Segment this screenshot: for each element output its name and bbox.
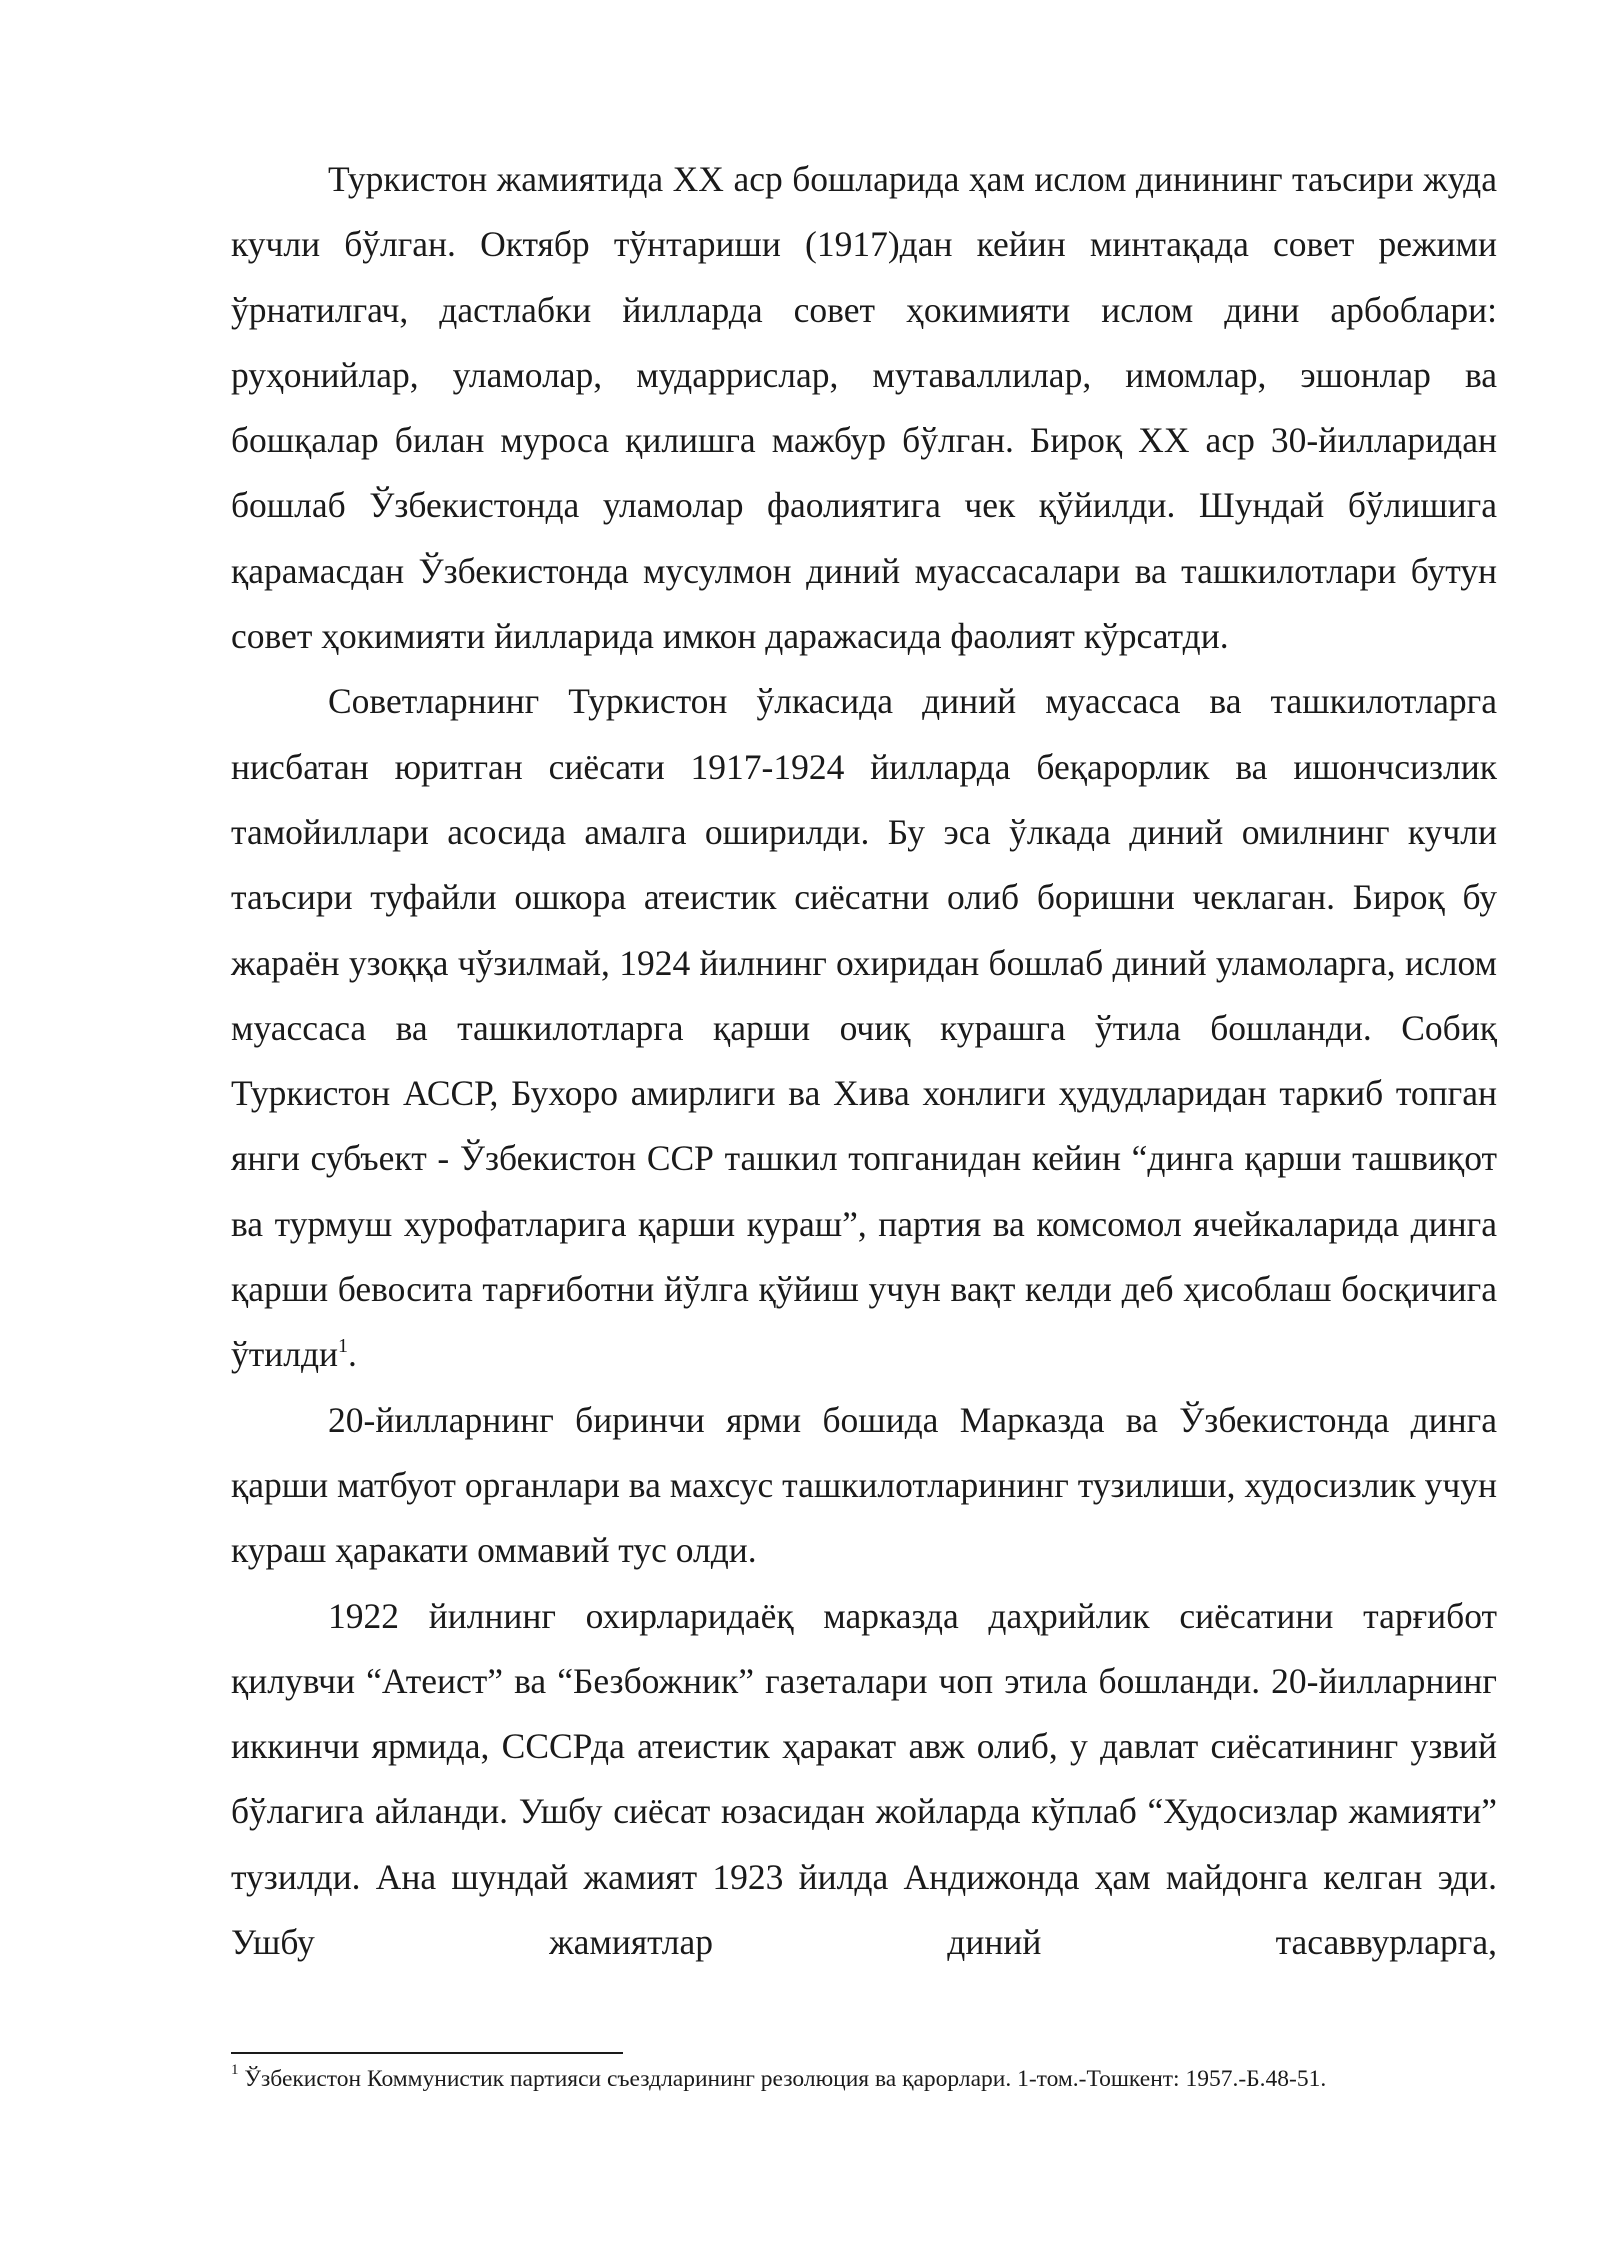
footnote-reference[interactable]: 1	[338, 1334, 349, 1357]
footnote-marker: 1	[231, 2062, 239, 2079]
paragraph-2	[231, 669, 1497, 1387]
paragraph-2-text: Советларнинг Туркистон ўлкасида диний муассаса ва ташкилотларга нисбатан юритган сиёсати 1917-1924 йилларда беқарорлик ва ишончсизлик тамойиллари асосида амалга оширилди. Бу эса ўлкада диний омилнинг кучли таъсири туфайли ошкора атеистик сиёсатни олиб боришни чеклаган. Бироқ бу жараён узоққа чўзилмай, 1924 йилнинг охиридан бошлаб диний уламоларга, ислом муассаса ва ташкилотларга қарши очиқ курашга ўтила бошланди. Собиқ Туркистон АССР, Бухоро амирлиги ва Хива хонлиги ҳудудларидан таркиб топган янги субъект - Ўзбекистон ССР ташкил топганидан кейин “динга қарши ташвиқот ва турмуш хурофатларига қарши кураш”, партия ва комсомол ячейкаларида динга қарши бевосита тарғиботни йўлга қўйиш учун вақт келди деб ҳисоблаш босқичига ўтилди	[231, 681, 1497, 1375]
paragraph-1: Туркистон жамиятида XX аср бошларида ҳам ислом динининг таъсири жуда кучли бўлган. Октябр тўнтариши (1917)дан кейин минтақада совет режими ўрнатилгач, дастлабки йилларда совет ҳокимияти ислом дини арбоблари: руҳонийлар, уламолар, мударрислар, мутаваллилар, имомлар, эшонлар ва бошқалар билан муроса қилишга мажбур бўлган. Бироқ XX аср 30-йилларидан бошлаб Ўзбекистонда уламолар фаолиятига чек қўйилди. Шундай бўлишига қарамасдан Ўзбекистонда мусулмон диний муассасалари ва ташкилотлари бутун совет ҳокимияти йилларида имкон даражасида фаолият кўрсатди.	[231, 159, 1497, 657]
paragraph-4: 1922 йилнинг охирларидаёқ марказда даҳрийлик сиёсатини тарғибот қилувчи “Атеист” ва “Безбожник” газеталари чоп этила бошланди. 20-йилларнинг иккинчи ярмида, СССРда атеистик ҳаракат авж олиб, у давлат сиёсатининг узвий бўлагига айланди. Ушбу сиёсат юзасидан жойларда кўплаб “Худосизлар жамияти” тузилди. Ана шундай жамият 1923 йилда Андижонда ҳам майдонга келган эди. Ушбу жамиятлар диний тасаввурларга,	[231, 1595, 1497, 1963]
footnote-separator	[231, 2052, 623, 2054]
document-body	[231, 147, 1497, 1975]
paragraph-2-end: .	[348, 1334, 357, 1375]
footnote-text: Ўзбекистон Коммунистик партияси съездларининг резолюция ва қарорлари. 1-том.-Тошкент: 1957.-Б.48-51.	[238, 2066, 1327, 2092]
paragraph-3: 20-йилларнинг биринчи ярми бошида Марказда ва Ўзбекистонда динга қарши матбуот органлари ва махсус ташкилотларининг тузилиши, худосизлик учун кураш ҳаракати оммавий тус олди.	[231, 1399, 1497, 1571]
footnote	[231, 2064, 1497, 2095]
